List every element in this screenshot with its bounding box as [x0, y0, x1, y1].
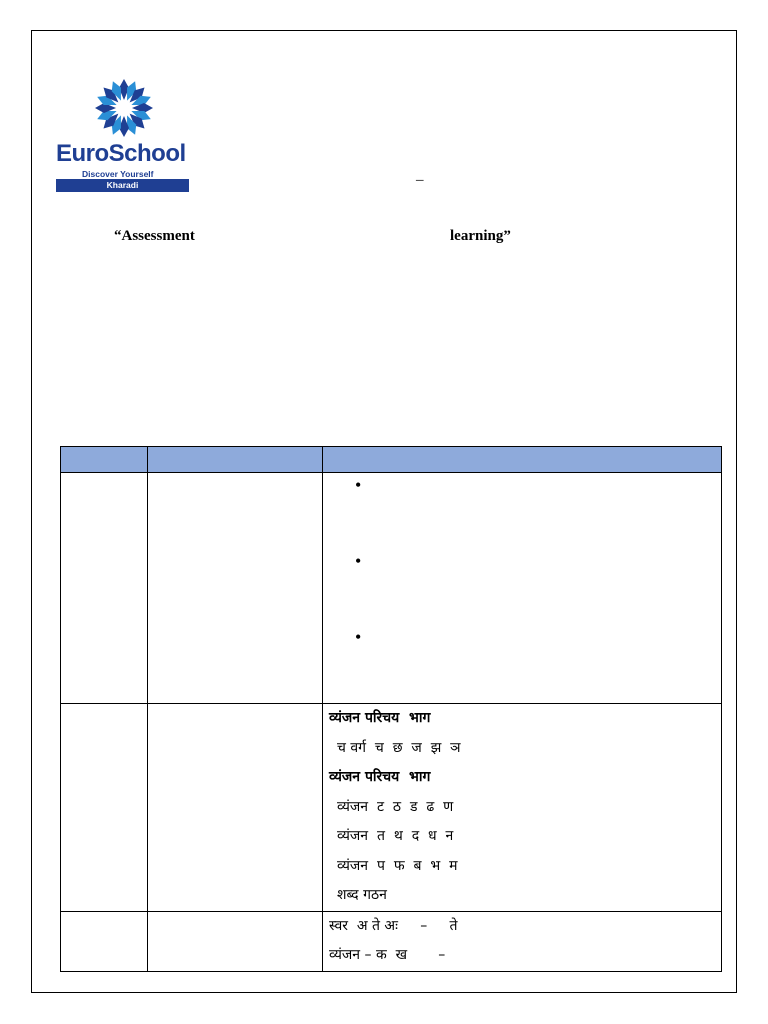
table-cell: [323, 911, 722, 971]
content-line: स्वर अ ते अः – ते: [329, 917, 458, 934]
bullet-list: [323, 473, 721, 701]
table-row: [61, 473, 722, 704]
table-cell: [148, 911, 323, 971]
bullet-item: [323, 625, 721, 701]
table-cell: [61, 704, 148, 912]
section-heading: व्यंजन परिचय भाग: [329, 769, 431, 785]
logo-campus: Kharadi: [56, 179, 189, 192]
bullet-item: [323, 549, 721, 625]
content-line: शब्द गठन: [337, 887, 387, 903]
header-cell: [61, 447, 148, 473]
table-cell: [148, 704, 323, 912]
logo-tagline: Discover Yourself: [82, 169, 154, 179]
table-cell: [61, 911, 148, 971]
quote-end: learning”: [450, 228, 511, 244]
table-cell: [61, 473, 148, 704]
logo-name: EuroSchool: [56, 140, 186, 167]
lesson-plan-table: [60, 446, 722, 972]
title-dash: –: [416, 172, 424, 188]
table-cell: [323, 473, 722, 704]
table-header-row: [61, 447, 722, 473]
table-cell: [323, 704, 722, 912]
table-cell: [148, 473, 323, 704]
content-line: व्यंजन ट ठ ड ढ ण: [337, 798, 454, 815]
section-heading: व्यंजन परिचय भाग: [329, 710, 431, 726]
content-line: व्यंजन प फ ब भ म: [337, 857, 458, 874]
table-row: [61, 911, 722, 971]
content-line: च वर्ग च छ ज झ ञ: [337, 739, 461, 756]
header-cell: [323, 447, 722, 473]
content-line: व्यंजन त थ द ध न: [337, 828, 454, 844]
star-emblem-icon: [92, 78, 156, 138]
header-cell: [148, 447, 323, 473]
content-line: व्यंजन – क ख –: [329, 947, 446, 963]
bullet-item: [323, 473, 721, 549]
table-row: [61, 704, 722, 912]
euroschool-logo: [56, 78, 192, 194]
quote-start: “Assessment: [114, 228, 195, 244]
